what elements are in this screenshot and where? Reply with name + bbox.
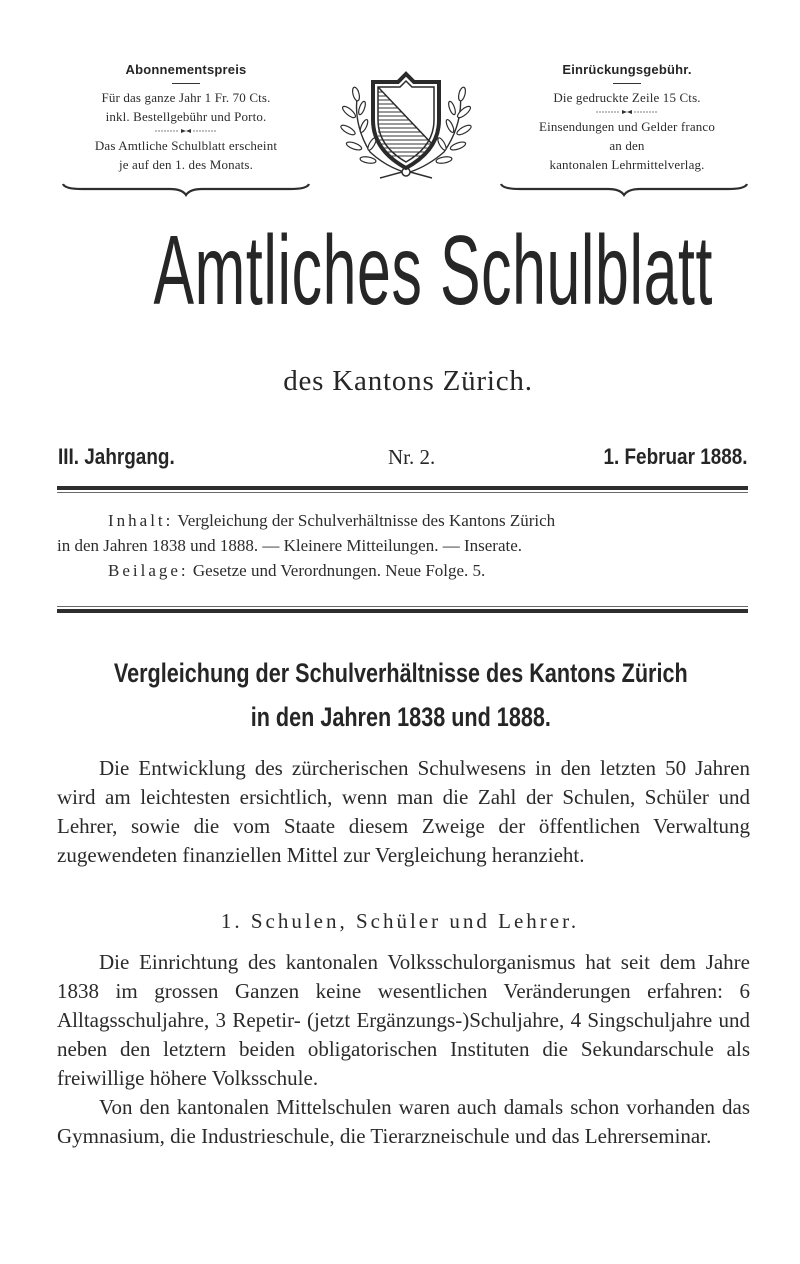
publication-info-line: je auf den 1. des Monats.	[118, 157, 254, 172]
advertising-fee-title: Einrückungsgebühr.	[562, 62, 692, 77]
subscription-price-box	[55, 60, 317, 174]
submission-info-line: Einsendungen und Gelder franco	[539, 119, 715, 134]
contents-label: Inhalt:	[108, 511, 174, 530]
ornament-divider-icon	[596, 109, 658, 115]
supplement-label: Beilage:	[108, 561, 189, 580]
section-heading: 1. Schulen, Schüler und Lehrer.	[220, 909, 580, 933]
contents-entry-continued: in den Jahren 1838 und 1888. — Kleinere Mitteilungen. — Inserate.	[57, 536, 523, 555]
zurich-crest-icon	[340, 68, 472, 180]
double-rule-divider	[57, 486, 748, 493]
subscription-price-title: Abonnementspreis	[125, 62, 247, 77]
submission-info-line: an den	[609, 138, 645, 153]
table-of-contents	[57, 508, 750, 583]
volume-label: III. Jahrgang.	[58, 444, 175, 469]
issue-number: Nr. 2.	[388, 445, 436, 469]
article-heading-line: in den Jahren 1838 und 1888.	[250, 702, 551, 732]
article-heading	[0, 651, 800, 739]
subscription-price-line: Für das ganze Jahr 1 Fr. 70 Cts.	[101, 90, 271, 105]
brace-ornament-icon	[62, 183, 310, 197]
article-heading-line: Vergleichung der Schulverhältnisse des Kantons Zürich	[113, 658, 688, 688]
publication-title: Amtliches Schulblatt	[153, 215, 714, 325]
subscription-price-line: inkl. Bestellgebühr und Porto.	[105, 109, 267, 124]
advertising-fee-line: Die gedruckte Zeile 15 Cts.	[553, 90, 701, 105]
divider	[172, 83, 200, 84]
issue-date: 1. Februar 1888.	[603, 444, 748, 469]
divider	[613, 83, 641, 84]
paragraph: Die Einrichtung des kantonalen Volksschulorganismus hat seit dem Jahre 1838 im grossen Ganzen keine wesentlichen Veränderungen erfahren: 6 Alltagsschuljahre, 3 Repetir- (jetzt Ergänzungs-)Schuljahre, 4 Singschuljahre und neben den letztern beiden obligatorischen Instituten die Sekundarschule als freiwillige höhere Volksschule.	[57, 950, 750, 1090]
ornament-divider-icon	[155, 128, 217, 134]
supplement-entry	[57, 558, 750, 583]
paragraph: Von den kantonalen Mittelschulen waren auch damals schon vorhanden das Gymnasium, die Industrieschule, die Tierarzneischule und das Lehrerseminar.	[57, 1095, 750, 1148]
contents-text: Vergleichung der Schulverhältnisse des Kantons Zürich	[173, 511, 556, 530]
advertising-fee-box	[496, 60, 758, 174]
paragraph: Die Entwicklung des zürcherischen Schulwesens in den letzten 50 Jahren wird am leichtesten ersichtlich, wenn man die Zahl der Schulen, Schüler und Lehrer, sowie die vom Staate diesem Zweige der öffentlichen Verwaltung zugewendeten finanziellen Mittel zur Vergleichung heranzieht.	[57, 756, 750, 867]
contents-entry	[57, 508, 750, 533]
submission-info-line: kantonalen Lehrmittelverlag.	[549, 157, 705, 172]
double-rule-divider	[57, 606, 748, 613]
article-body-section	[57, 948, 750, 1151]
publication-info-line: Das Amtliche Schulblatt erscheint	[94, 138, 278, 153]
publication-subtitle: des Kantons Zürich.	[283, 365, 533, 397]
brace-ornament-icon	[500, 183, 748, 197]
issue-info-row	[58, 440, 748, 474]
supplement-text: Gesetze und Verordnungen. Neue Folge. 5.	[188, 561, 486, 580]
article-body-intro	[57, 754, 750, 870]
